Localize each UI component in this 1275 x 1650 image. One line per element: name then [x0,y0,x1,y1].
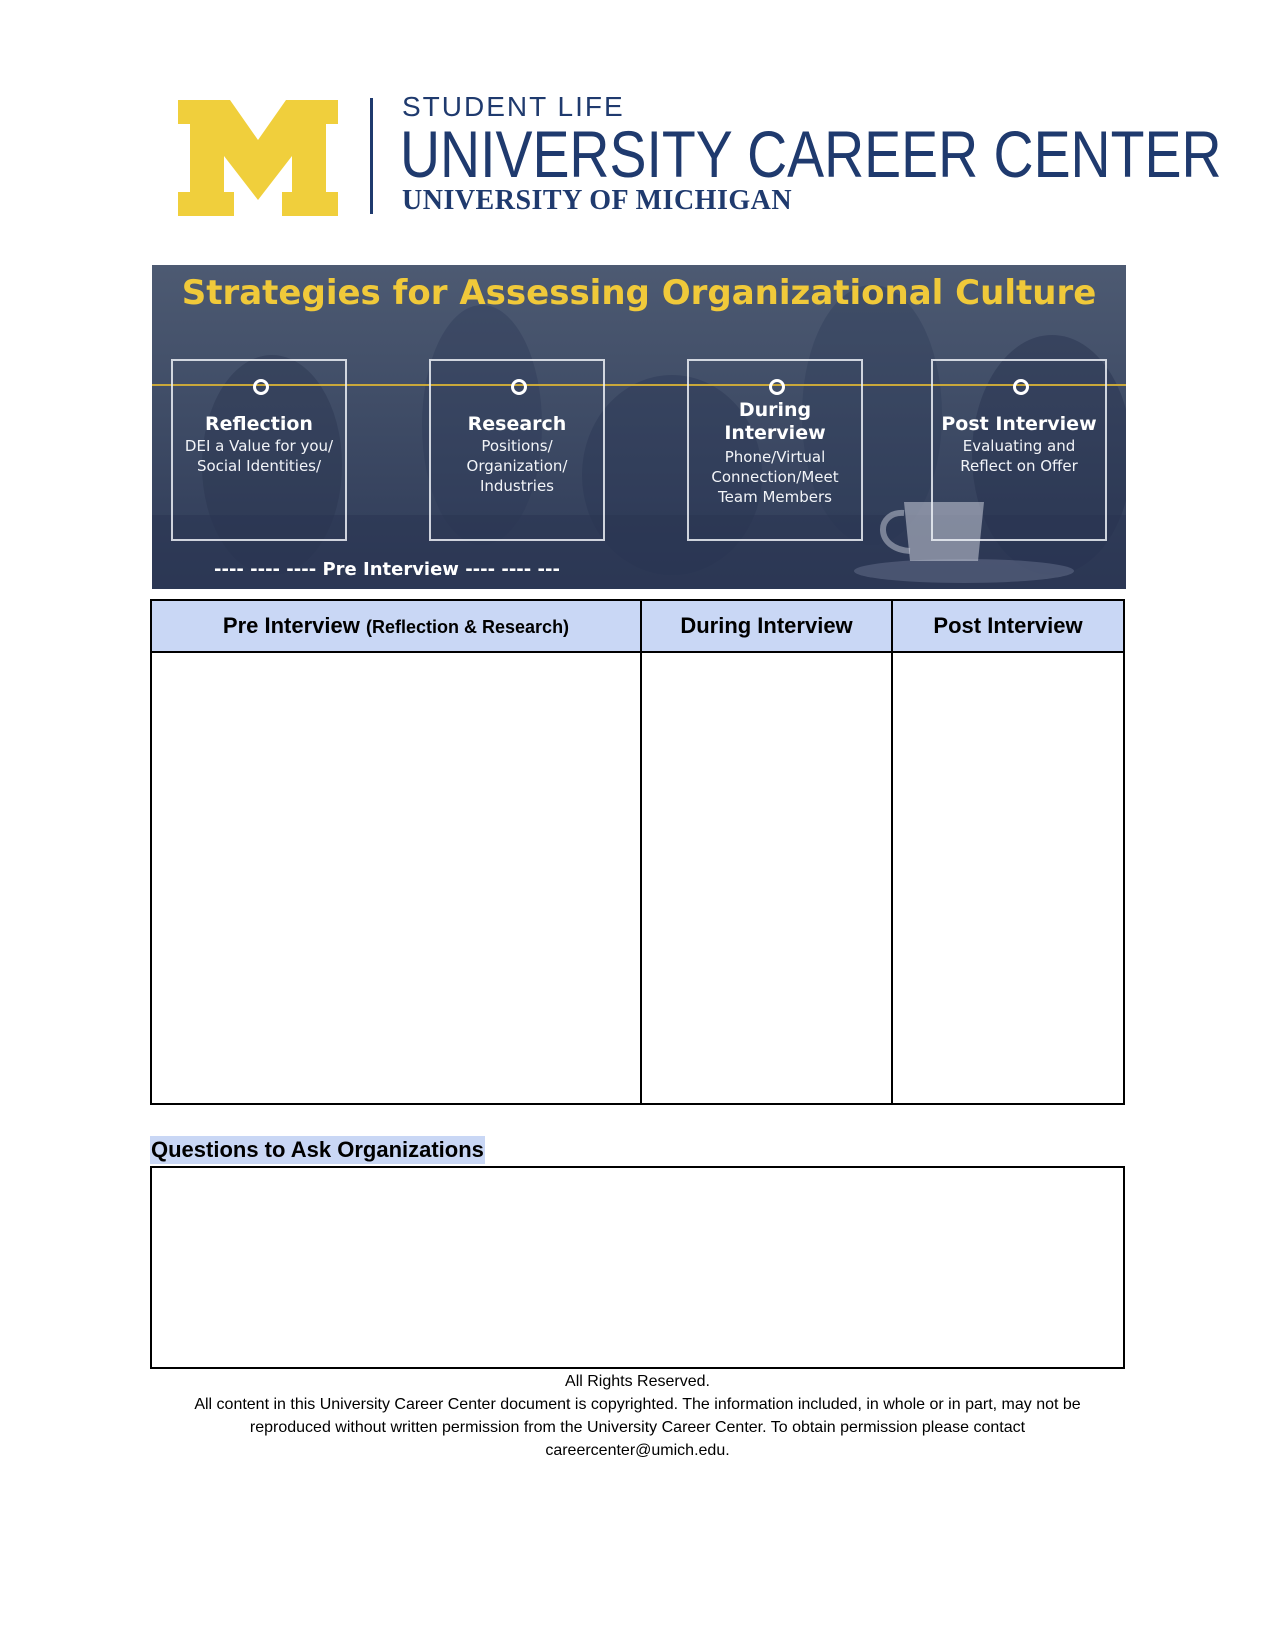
strategies-banner [152,265,1126,589]
block-m-logo [178,100,338,216]
stage-desc-line: Reflect on Offer [960,457,1078,475]
stage-desc-line: Industries [479,477,555,495]
uc-logo [178,91,1222,222]
timeline-dot-icon [253,379,269,395]
stage-reflection [171,359,347,541]
stage-title: Interview [724,422,826,444]
logo-career-center: UNIVERSITY CAREER CENTER [400,117,1222,191]
stage-desc-line: Positions/ [481,437,553,455]
header-pre-interview-sub: (Reflection & Research) [366,617,570,637]
questions-title: Questions to Ask Organizations [151,1137,484,1162]
stage-desc-line: Evaluating and [962,437,1076,455]
stage-desc-line: Organization/ [466,457,568,475]
stage-desc-line: Connection/Meet [711,468,839,486]
questions-box [150,1166,1125,1369]
table-header-row [152,601,1123,653]
footer-line: All Rights Reserved. [565,1373,710,1390]
footer-line: reproduced without written permission from the University Career Center. To obtain permission please contact [249,1419,1026,1436]
stage-title: Post Interview [941,413,1097,435]
banner-footer-label: ---- ---- ---- Pre Interview ---- ---- --- [214,559,560,580]
copyright-footer [150,1370,1125,1462]
stage-desc-line: Social Identities/ [196,457,322,475]
header-pre-interview-main: Pre Interview [222,613,360,638]
column-divider [891,601,893,1103]
header-pre-interview [152,601,640,651]
timeline-dot-icon [1013,379,1029,395]
stage-post-interview [931,359,1107,541]
timeline-dot-icon [769,379,785,395]
stage-desc-line: Phone/Virtual [724,448,826,466]
stage-research [429,359,605,541]
header-during-interview: During Interview [680,613,853,638]
timeline-dot-icon [511,379,527,395]
stage-title: Reflection [205,413,313,435]
footer-email: careercenter@umich.edu. [545,1442,730,1459]
stage-title: During [738,399,812,421]
column-divider [640,601,642,1103]
stage-during-interview [687,359,863,541]
logo-university: UNIVERSITY OF MICHIGAN [402,185,793,216]
logo-divider [370,98,373,214]
banner-title: Strategies for Assessing Organizational Culture [181,273,1097,313]
footer-line: All content in this University Career Center document is copyrighted. The information included, in whole or in part, may not be [194,1396,1081,1413]
stage-title: Research [467,413,567,435]
logo-student-life: STUDENT LIFE [402,91,625,122]
stage-desc-line: DEI a Value for you/ [184,437,334,455]
stage-desc-line: Team Members [718,488,832,506]
interview-table [150,599,1125,1105]
header-post-interview: Post Interview [933,613,1083,638]
